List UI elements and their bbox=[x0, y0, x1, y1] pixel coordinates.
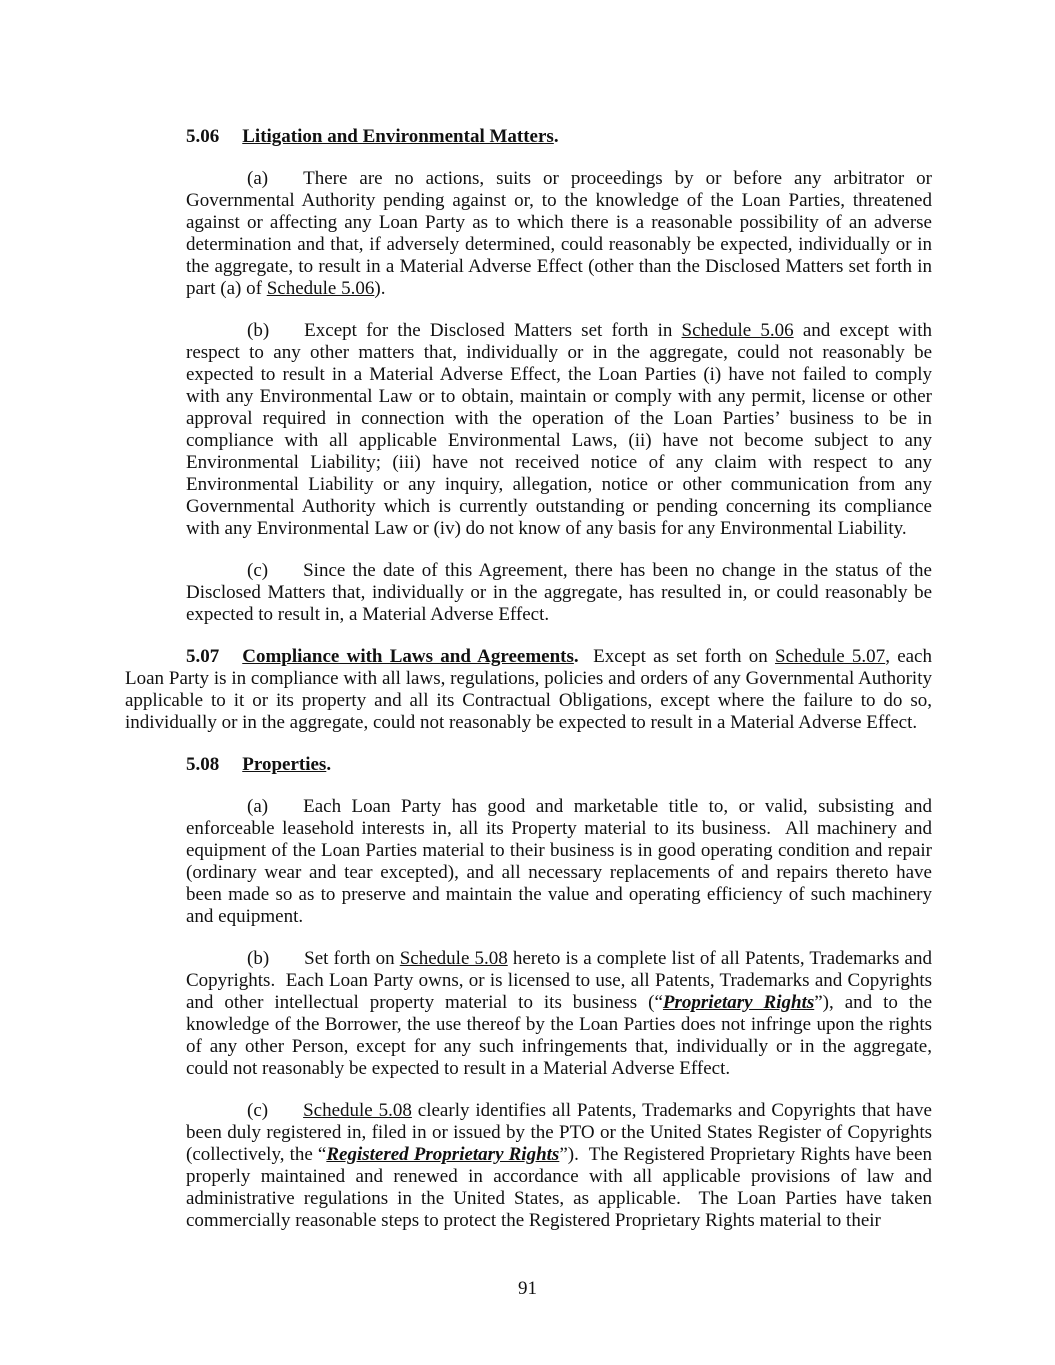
section-5.08-heading bbox=[186, 754, 932, 776]
document-body bbox=[125, 126, 932, 1252]
text-run: . bbox=[553, 126, 559, 147]
text-run: clearly identifies all Patents, Trademarks and Copyrights that have been duly registered in, filed in or issued by the PTO or the United States Register of Copyrights (collectively, the “ bbox=[186, 1100, 932, 1165]
text-run: (b) bbox=[247, 320, 270, 341]
section-5.07 bbox=[125, 646, 932, 734]
text-run: , each Loan Party is in compliance with all laws, regulations, policies and orders of any Governmental Authority applicable to it or its property and all its Contractual Obligations, except where the failure to do so, individually or in the aggregate, could not reasonably be expected to result in a Material Adverse Effect. bbox=[125, 646, 932, 733]
text-run: ). bbox=[374, 278, 386, 299]
text-run: Except for the Disclosed Matters set forth in bbox=[304, 320, 682, 341]
section-5.06-heading bbox=[186, 126, 932, 148]
text-run: (c) bbox=[247, 560, 269, 581]
text-run: 5.07 bbox=[186, 646, 220, 667]
text-run: Registered Proprietary Rights bbox=[326, 1144, 560, 1165]
text-run: There are no actions, suits or proceedings by or before any arbitrator or Governmental Authority pending against or, to the knowledge of the Loan Parties, threatened against or affecting any Loan Party as to which there is a reasonable possibility of an adverse determination and that, if adversely determined, could reasonably be expected, individually or in the aggregate, to result in a Material Adverse Effect (other than the Disclosed Matters set forth in part (a) of bbox=[186, 168, 932, 299]
text-run: Litigation and Environmental Matters bbox=[242, 126, 554, 147]
text-run: Schedule 5.06 bbox=[266, 278, 375, 299]
text-run: 5.06 bbox=[186, 126, 220, 147]
text-run: (b) bbox=[247, 948, 270, 969]
text-run: hereto is a complete list of all Patents, Trademarks and Copyrights. Each Loan Party owns, or is licensed to use, all Patents, Trademarks and Copyrights and other intellectual property material to its business (“ bbox=[186, 948, 932, 1013]
text-run: Schedule 5.06 bbox=[681, 320, 794, 341]
text-run: (a) bbox=[247, 168, 269, 189]
text-run: Set forth on bbox=[304, 948, 400, 969]
text-run: (a) bbox=[247, 796, 269, 817]
para-5.06-a bbox=[186, 168, 932, 300]
text-run: Except as set forth on bbox=[578, 646, 776, 667]
text-run: Proprietary Rights bbox=[662, 992, 815, 1013]
text-run: Compliance with Laws and Agreements bbox=[242, 646, 574, 667]
text-run: (c) bbox=[247, 1100, 269, 1121]
para-5.06-c bbox=[186, 560, 932, 626]
para-5.06-b bbox=[186, 320, 932, 540]
text-run: Properties bbox=[242, 754, 327, 775]
text-run: . bbox=[326, 754, 332, 775]
para-5.08-b bbox=[186, 948, 932, 1080]
text-run: ”), and to the knowledge of the Borrower, the use thereof by the Loan Parties does not infringe upon the rights of any other Person, except for any such infringements that, individually or in the aggregate, could not reasonably be expected to result in a Material Adverse Effect. bbox=[186, 992, 933, 1079]
text-run: Since the date of this Agreement, there has been no change in the status of the Disclosed Matters that, individually or in the aggregate, has resulted in, or could reasonably be expected to result in, a Material Adverse Effect. bbox=[186, 560, 932, 625]
para-5.08-a bbox=[186, 796, 932, 928]
text-run: Each Loan Party has good and marketable title to, or valid, subsisting and enforceable leasehold interests in, all its Property material to its business. All machinery and equipment of the Loan Parties material to their business is in good operating condition and repair (ordinary wear and tear excepted), and all necessary replacements of and repairs thereto have been made so as to preserve and maintain the value and operating efficiency of such machinery and equipment. bbox=[186, 796, 932, 927]
text-run: Schedule 5.08 bbox=[303, 1100, 412, 1121]
text-run: Schedule 5.08 bbox=[399, 948, 508, 969]
text-run: Schedule 5.07 bbox=[775, 646, 886, 667]
text-run: ”). The Registered Proprietary Rights have been properly maintained and renewed in accordance with all applicable provisions of law and administrative regulations in the United States, as applicable. The Loan Parties have taken commercially reasonable steps to protect the Registered Proprietary Rights material to their bbox=[186, 1144, 932, 1231]
text-run: 5.08 bbox=[186, 754, 220, 775]
page-number: 91 bbox=[518, 1278, 537, 1299]
text-run: . bbox=[573, 646, 579, 667]
text-run: and except with respect to any other matters that, individually or in the aggregate, could not reasonably be expected to result in a Material Adverse Effect, the Loan Parties (i) have not failed to comply with any Environmental Law or to obtain, maintain or comply with any permit, license or other approval required in connection with the operation of the Loan Parties’ business to be in compliance with all applicable Environmental Laws, (ii) have not become subject to any Environmental Liability; (iii) have not received notice of any claim with respect to any Environmental Liability or any inquiry, allegation, notice or other communication from any Governmental Authority which is currently outstanding or pending concerning its compliance with any Environmental Law or (iv) do not know of any basis for any Environmental Liability. bbox=[186, 320, 932, 539]
para-5.08-c bbox=[186, 1100, 932, 1232]
